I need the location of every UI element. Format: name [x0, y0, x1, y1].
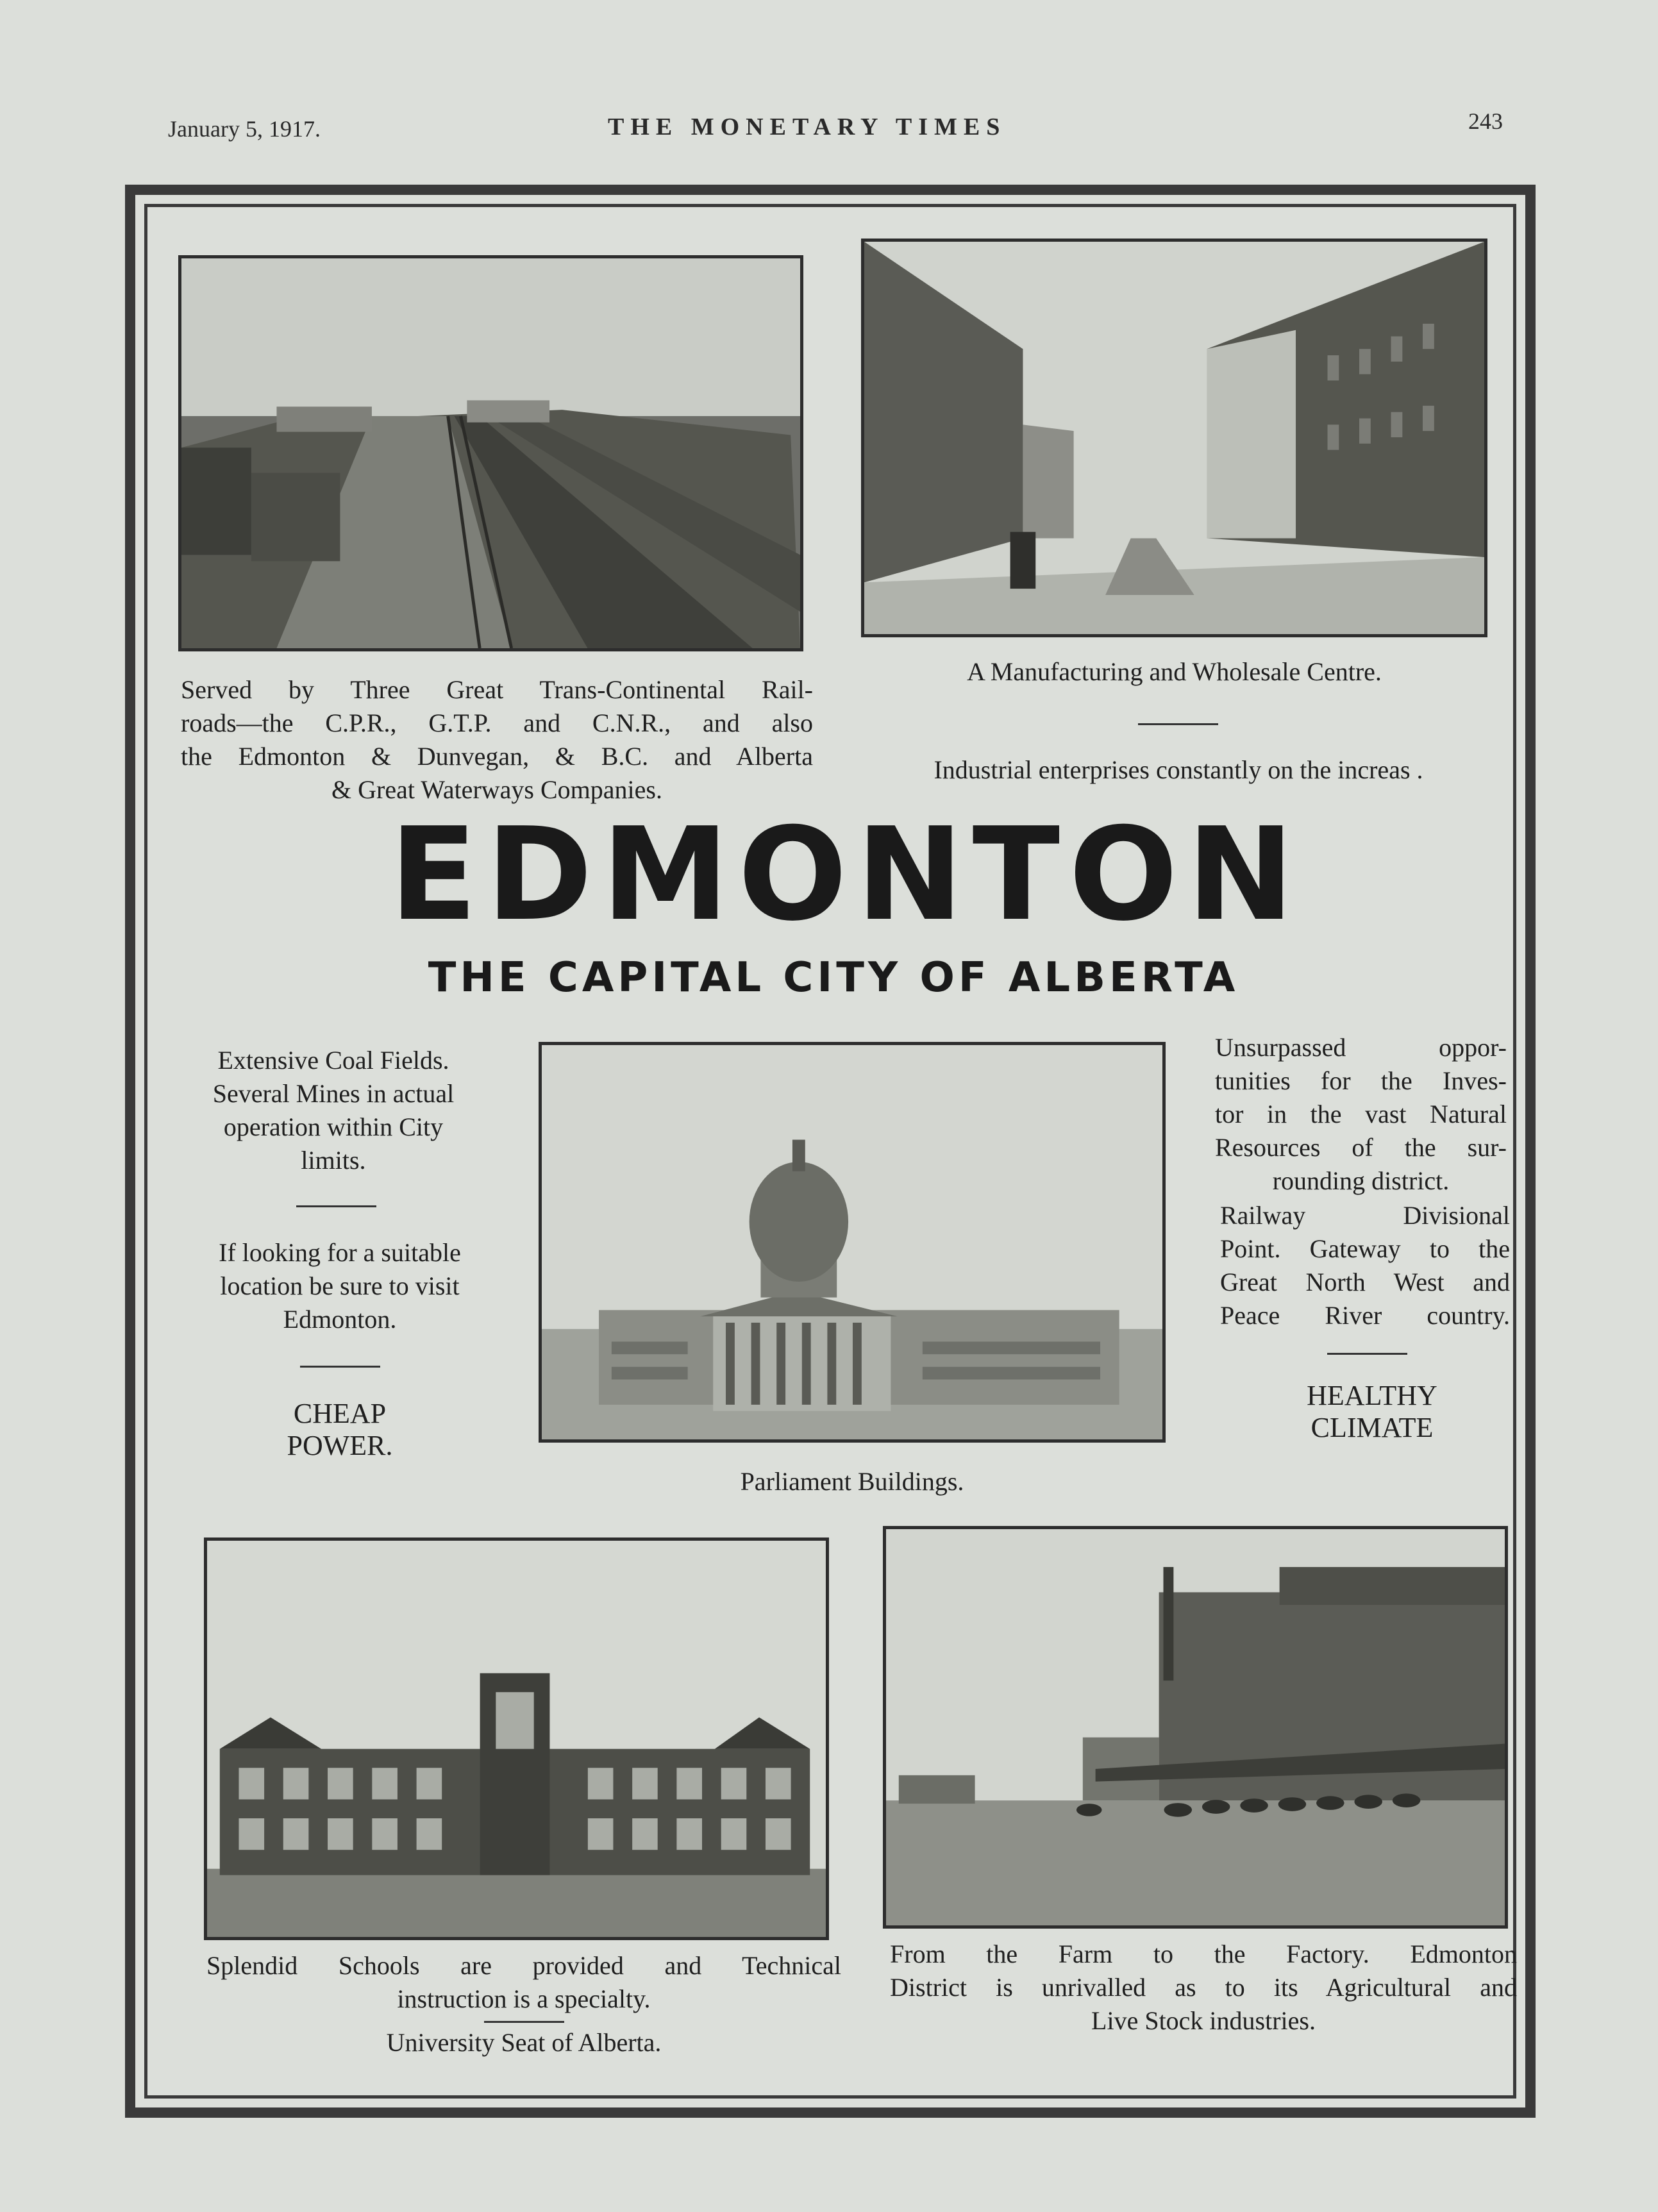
university-caption: University Seat of Alberta. — [386, 2028, 662, 2057]
railway-caption-line: & Great Waterways Companies. — [331, 775, 662, 804]
divider-rule — [1138, 723, 1218, 725]
visit-line: location be sure to visit — [220, 1271, 460, 1300]
divider-rule — [1327, 1353, 1407, 1355]
railway-yard-photo — [178, 255, 803, 651]
healthy-climate-text — [1276, 1380, 1468, 1444]
wholesale-street-photo — [861, 239, 1487, 637]
railway-point-line: Great North West and — [1220, 1268, 1510, 1296]
farm-caption-line: Live Stock industries. — [1091, 2006, 1316, 2035]
investor-line: tor in the vast Natural — [1215, 1100, 1507, 1128]
farm-caption-line: District is unrivalled as to its Agricultural and — [890, 1973, 1517, 2002]
coal-line: Extensive Coal Fields. — [217, 1046, 449, 1075]
coal-line: Several Mines in actual — [212, 1079, 455, 1108]
headline-title: EDMONTON — [389, 800, 1303, 950]
visit-text — [183, 1236, 497, 1336]
farm-factory-photo — [883, 1526, 1508, 1929]
investor-line: Unsurpassed oppor- — [1215, 1033, 1507, 1062]
railway-caption-line: Served by Three Great Trans-Continental Rail- — [181, 675, 813, 704]
publication-title: THE MONETARY TIMES — [608, 113, 1007, 140]
investor-line: tunities for the Inves- — [1215, 1066, 1507, 1095]
coal-fields-text — [183, 1044, 484, 1177]
parliament-buildings-photo — [539, 1042, 1166, 1443]
power-line: CHEAP — [293, 1398, 387, 1429]
school-building-photo — [204, 1538, 829, 1940]
issue-date: January 5, 1917. — [168, 116, 321, 142]
railway-point-text — [1220, 1199, 1510, 1332]
railway-point-line: Railway Divisional — [1220, 1201, 1510, 1230]
farm-caption-line: From the Farm to the Factory. Edmonton — [890, 1940, 1517, 1968]
cheap-power-text — [247, 1398, 433, 1462]
climate-line: HEALTHY — [1307, 1380, 1437, 1411]
climate-line: CLIMATE — [1310, 1412, 1434, 1443]
coal-line: operation within City — [223, 1112, 444, 1141]
railway-caption — [181, 673, 813, 807]
industrial-caption: Industrial enterprises constantly on the increas . — [934, 755, 1423, 784]
visit-line: If looking for a suitable — [219, 1238, 461, 1267]
coal-line: limits. — [301, 1146, 366, 1175]
parliament-caption: Parliament Buildings. — [740, 1467, 964, 1496]
railway-caption-line: the Edmonton & Dunvegan, & B.C. and Alberta — [181, 742, 813, 771]
railway-point-line: Point. Gateway to the — [1220, 1234, 1510, 1263]
school-caption-line: Splendid Schools are provided and Technical — [206, 1951, 841, 1980]
power-line: POWER. — [287, 1430, 393, 1461]
divider-rule — [300, 1366, 380, 1368]
school-caption-line: instruction is a specialty. — [397, 1984, 651, 2013]
page-number: 243 — [1468, 108, 1503, 134]
investor-text — [1215, 1031, 1507, 1198]
divider-rule — [296, 1205, 376, 1207]
visit-line: Edmonton. — [283, 1305, 397, 1334]
investor-line: Resources of the sur- — [1215, 1133, 1507, 1162]
wholesale-caption: A Manufacturing and Wholesale Centre. — [967, 657, 1382, 686]
headline-subtitle: THE CAPITAL CITY OF ALBERTA — [428, 954, 1239, 1001]
railway-point-line: Peace River country. — [1220, 1301, 1510, 1330]
investor-line: rounding district. — [1272, 1166, 1450, 1195]
railway-caption-line: roads—the C.P.R., G.T.P. and C.N.R., and also — [181, 708, 813, 737]
divider-rule — [484, 2021, 564, 2023]
